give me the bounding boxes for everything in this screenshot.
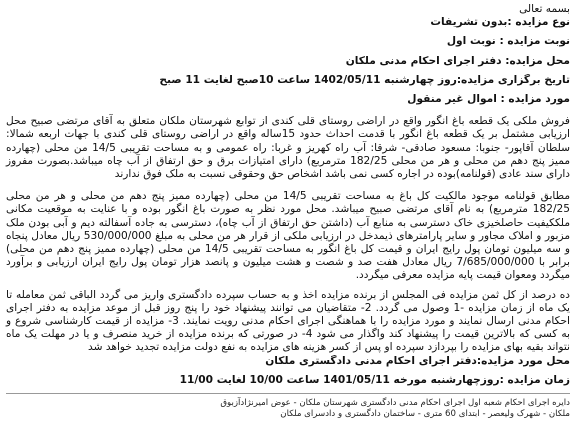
auction-terms: ده درصد از کل ثمن مزایده فی المجلس از برنده مزایده اخذ و به حساب سپرده دادگستری واریز می گردد الباقی ثمن معامله تا یک ماه از زمان مزایده -1 وصول می گردد. 2- متقاضیان می توانند پیشنهاد خود را پنج روز قبل از موعد مزایده به دفتر اجرای احکام مدنی ارسال نمایند و مورد مزایده را با هماهنگی اجرای احکام مدنی رویت نمایند. 3- مزایده از قیمت کارشناسی شروع و به کسی که بالاترین قیمت را پیشنهاد کند واگذار می شود 4- در صورتی که برنده مزایده از خرید منصرف و یا در مهلت یک ماه نتواند بقیه بهای مزایده را بپردازد سپرده او پس از کسر هزینه های مزایده به نفع دولت مزایده تجدید خواهد شد	[6, 288, 570, 354]
auction-notice	[6, 3, 570, 423]
auction-venue-2: محل مورد مزایده:دفتر اجرای احکام مدنی دادگستری ملکان	[265, 354, 570, 367]
auction-round: نوبت مزایده : نوبت اول	[446, 35, 570, 48]
auction-subject: مورد مزایده : اموال غیر منقول	[407, 93, 570, 106]
auction-type: نوع مزایده :بدون تشریفات	[430, 16, 570, 29]
footer-divider	[6, 393, 570, 394]
auction-datetime: تاریخ برگزاری مزایده:روز چهارشنبه 1402/05/11 ساعت 10صبح لغایت 11 صبح	[159, 73, 570, 86]
auction-venue: محل مزایده: دفتر اجرای احکام مدنی ملکان	[345, 54, 570, 67]
auction-datetime-2: زمان مزایده :روزچهارشنبه مورخه 1401/05/11 ساعت 10/00 لغایت 11/00	[179, 373, 570, 386]
footer	[6, 398, 570, 420]
bismillah-line: بسمه تعالی	[519, 3, 570, 15]
footer-office: دایره اجرای احکام شعبه اول اجرای احکام مدنی دادگستری شهرستان ملکان - عوض امیرنژادآزبوق	[220, 398, 570, 408]
property-description: فروش ملکی یک قطعه باغ انگور واقع در اراضی روستای قلی کندی از توابع شهرستان ملکان متعلق به آقای مرتضی صبیح محل ارزیابی مشتمل بر یک قطعه باغ انگور با قدمت احداث حدود 15ساله واقع در اراضی روستای قلی کندی با جهات اربعه شمالا: سلطان آقاپور- جنوبا: مسعود صادقی- شرقا: آب راه کهریز و غربا: راه عمومی و به مساحت تقریبی 14/5 من محلی (چهارده ممیز پنج دهم من محلی و هر من محلی 182/25 مترمربع) دارای امتیازات برق و حق ارتفاق از آب چاه میباشد.بصورت مفروز دارای سند عادی (قولنامه)بوده در اجاره کسی نمی باشد اشخاص حق وحقوقی نسبت به ملک فوق ندارند	[6, 115, 570, 181]
valuation-paragraph: مطابق قولنامه موجود مالکیت کل باغ به مساحت تقریبی 14/5 من محلی (چهارده ممیز پنج دهم من محلی و هر من محلی 182/25 مترمربع) به نام آقای مرتضی صبیح میباشد. محل مورد نظر به صورت باغ انگور بوده و با عنایت به موقعیت مکانی ملککیفیت حاصلخیزی خاک دسترسی به منابع آب (داشتن حق ارتفاق از آب چاه)، دسترسی به جاده آسفالته دیم و آبی بودن ملک مزبور و املاک مجاور و سایر پارامترهای ذیمدخل در ارزیابی ملکی از قرار هر من محلی به مبلغ 530/000/000 ریال معادل پنجاه و سه میلیون تومان پول رایج ایران و قیمت کل باغ انگور به مساحت تقریبی 14/5 من محلی (چهارده ممیز پنج دهم من محلی) برابر با 7/685/000/000 ریال معادل هفت صد و شصت و هشت میلیون و پانصد هزار تومان پول رایج ایران ارزیابی و برآورد میگردد ومعوان قیمت پایه مزایده معرفی میگردد.	[6, 190, 570, 282]
footer-address: ملکان - شهرک ولیعصر - ابتدای 60 متری - ساختمان دادگستری و دادسرای ملکان	[280, 409, 570, 419]
